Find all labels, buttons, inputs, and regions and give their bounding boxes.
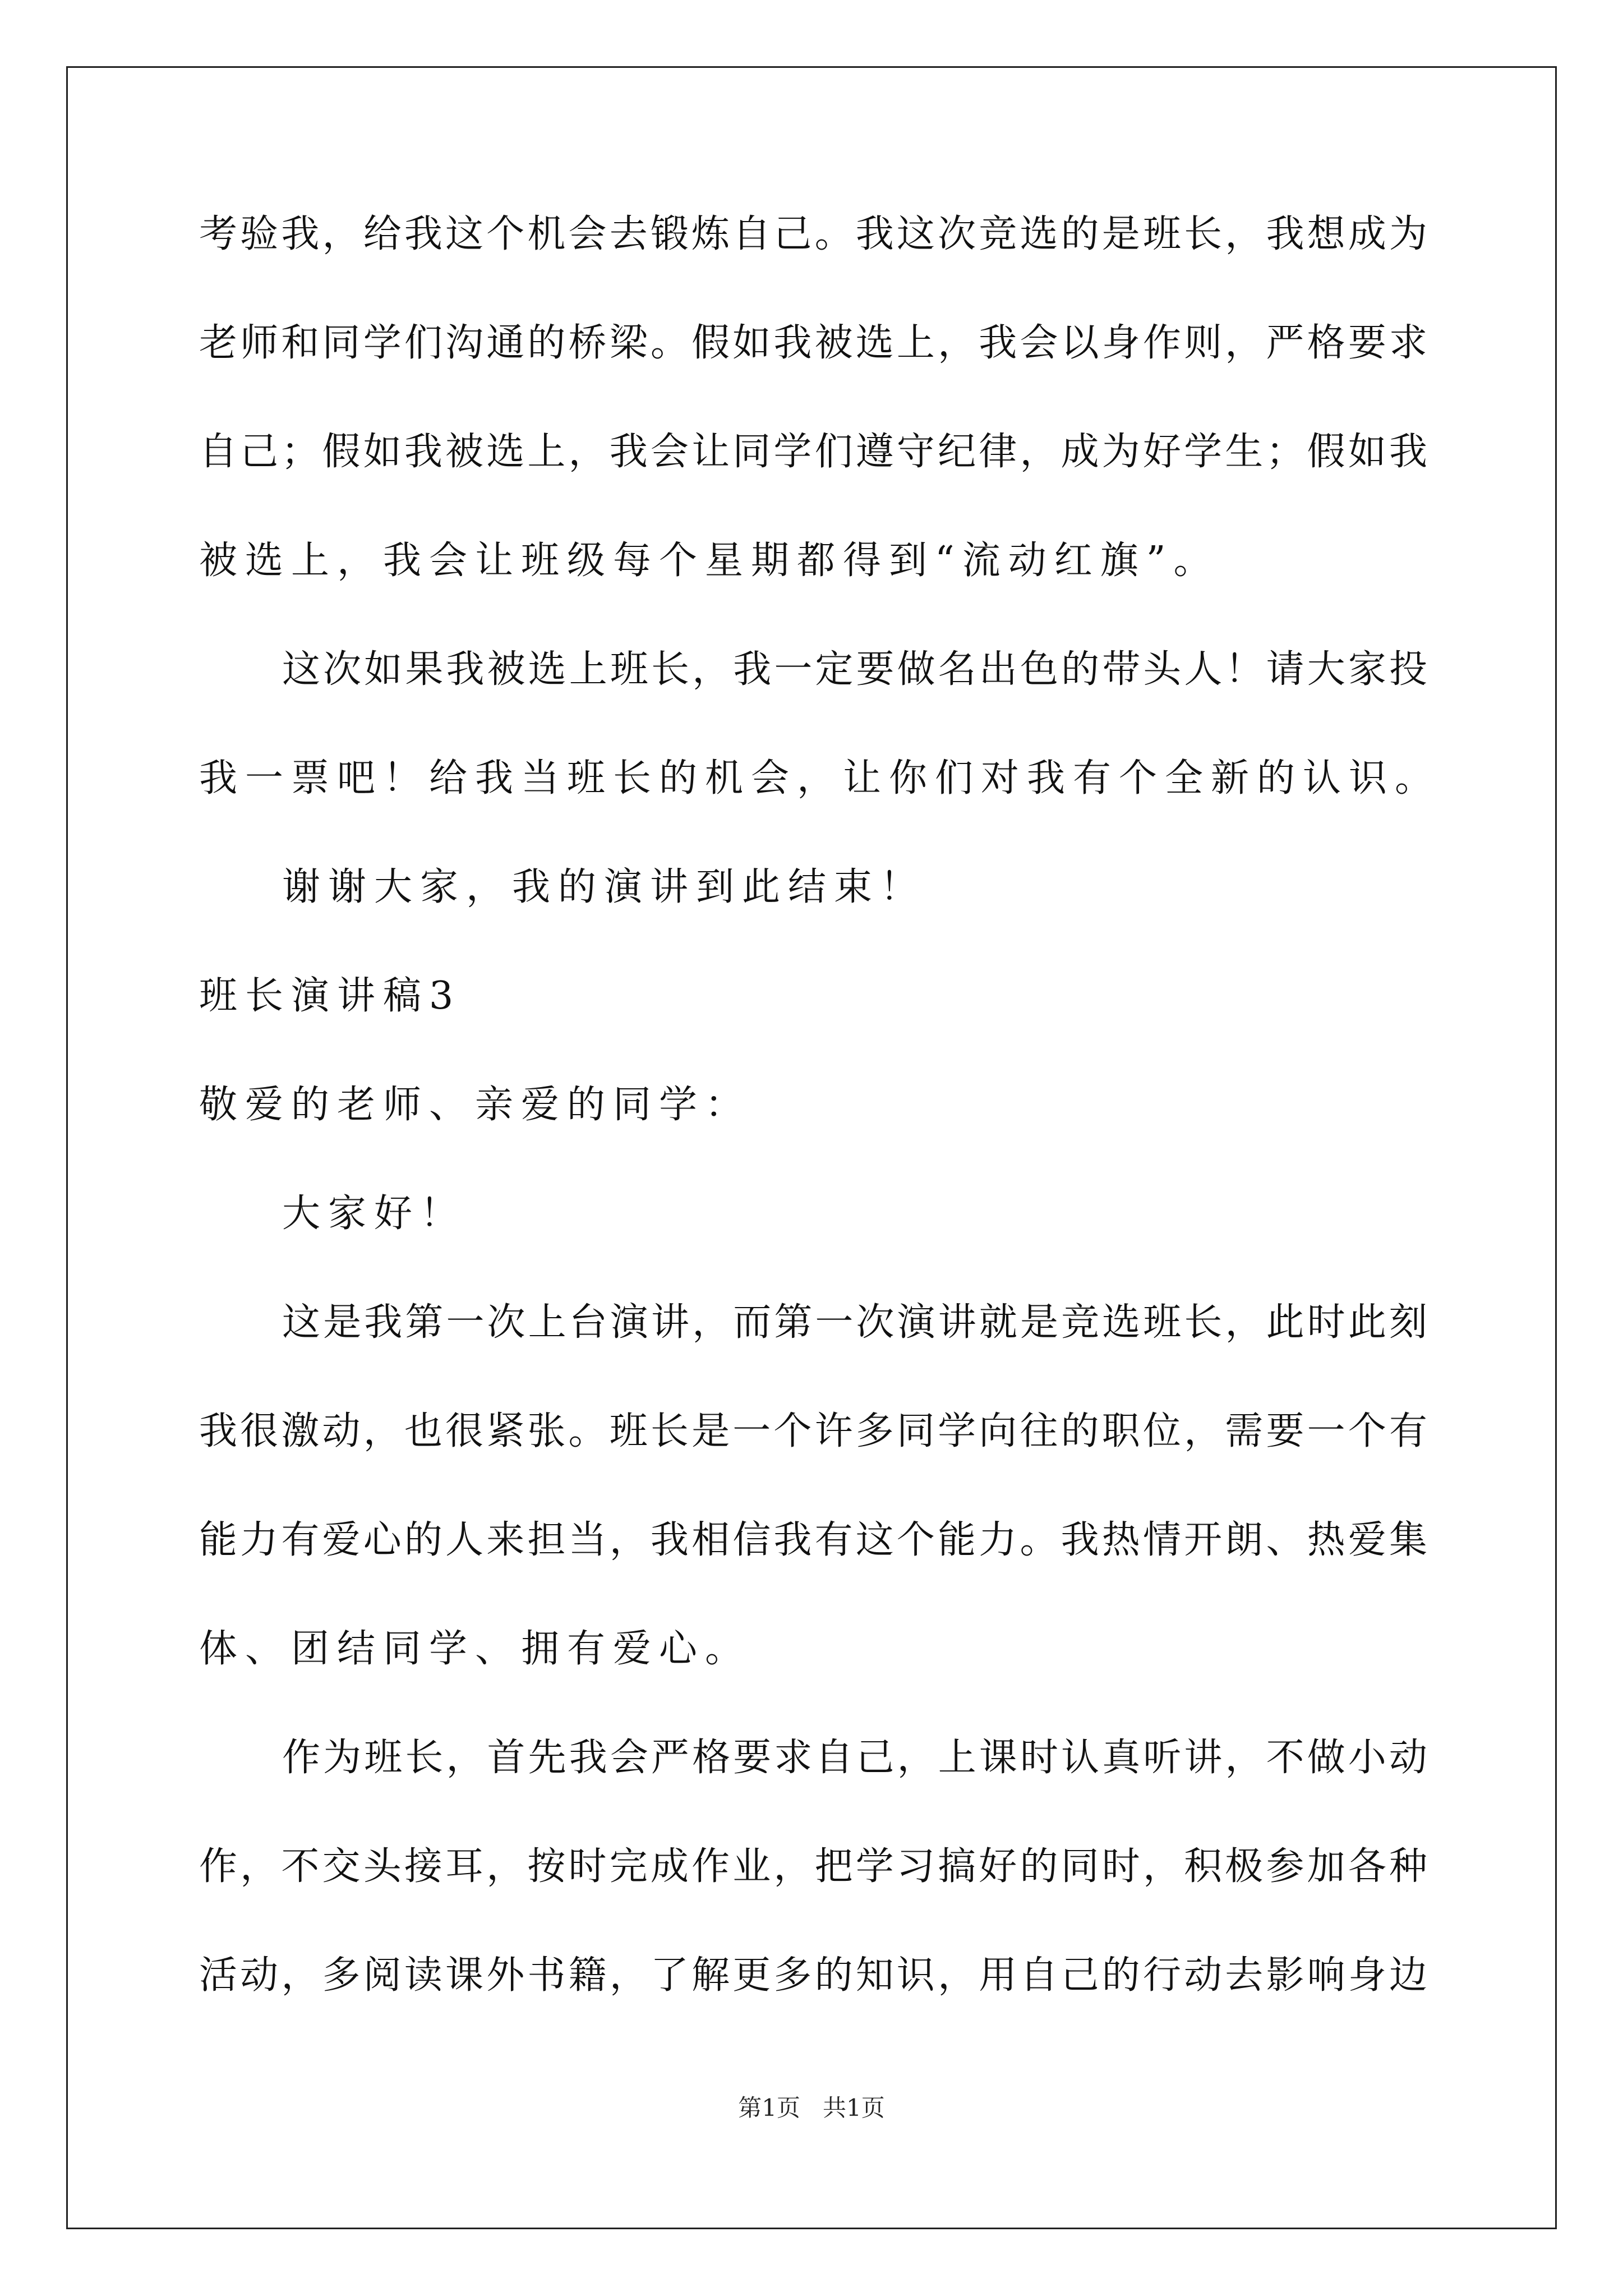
text-line: 我一票吧！给我当班长的机会，让你们对我有个全新的认识。: [199, 756, 1441, 800]
text-line: 作 为 班 长 ， 首 先 我 会 严 格 要 求 自 己 ， 上 课 时 认 真 听 讲 ， 不 做 小 动: [282, 1736, 1427, 1780]
text-line: 谢谢大家，我的演讲到此结束！: [282, 865, 926, 909]
text-line: 这 是 我 第 一 次 上 台 演 讲 ， 而 第 一 次 演 讲 就 是 竞 选 班 长 ， 此 时 此 刻: [282, 1300, 1427, 1345]
text-line: 这 次 如 果 我 被 选 上 班 长 ， 我 一 定 要 做 名 出 色 的 带 头 人 ！ 请 大 家 投: [282, 647, 1427, 692]
text-line: 作 ， 不 交 头 接 耳 ， 按 时 完 成 作 业 ， 把 学 习 搞 好 的 同 时 ， 积 极 参 加 各 种: [199, 1844, 1427, 1889]
page-footer: 第1页 共1页: [738, 2094, 885, 2122]
text-line: 能 力 有 爱 心 的 人 来 担 当 ， 我 相 信 我 有 这 个 能 力 。 我 热 情 开 朗 、 热 爱 集: [199, 1518, 1427, 1562]
document-body: [199, 206, 1441, 2056]
text-line: 被选上，我会让班级每个星期都得到“流动红旗”。: [199, 539, 1220, 583]
text-line: 班长演讲稿3: [199, 974, 462, 1018]
text-line: 自 己 ； 假 如 我 被 选 上 ， 我 会 让 同 学 们 遵 守 纪 律 ， 成 为 好 学 生 ； 假 如 我: [199, 430, 1427, 474]
text-line: 我 很 激 动 ， 也 很 紧 张 。 班 长 是 一 个 许 多 同 学 向 往 的 职 位 ， 需 要 一 个 有: [199, 1409, 1427, 1453]
text-line: 活 动 ， 多 阅 读 课 外 书 籍 ， 了 解 更 多 的 知 识 ， 用 自 己 的 行 动 去 影 响 身 边: [199, 1953, 1427, 1998]
text-line: 体、团结同学、拥有爱心。: [199, 1627, 751, 1671]
text-line: 敬爱的老师、亲爱的同学：: [199, 1083, 751, 1127]
text-line: 大家好！: [282, 1191, 467, 1236]
text-line: 老 师 和 同 学 们 沟 通 的 桥 梁 。 假 如 我 被 选 上 ， 我 会 以 身 作 则 ， 严 格 要 求: [199, 321, 1427, 365]
text-line: 考 验 我 ， 给 我 这 个 机 会 去 锻 炼 自 己 。 我 这 次 竞 选 的 是 班 长 ， 我 想 成 为: [199, 212, 1427, 256]
